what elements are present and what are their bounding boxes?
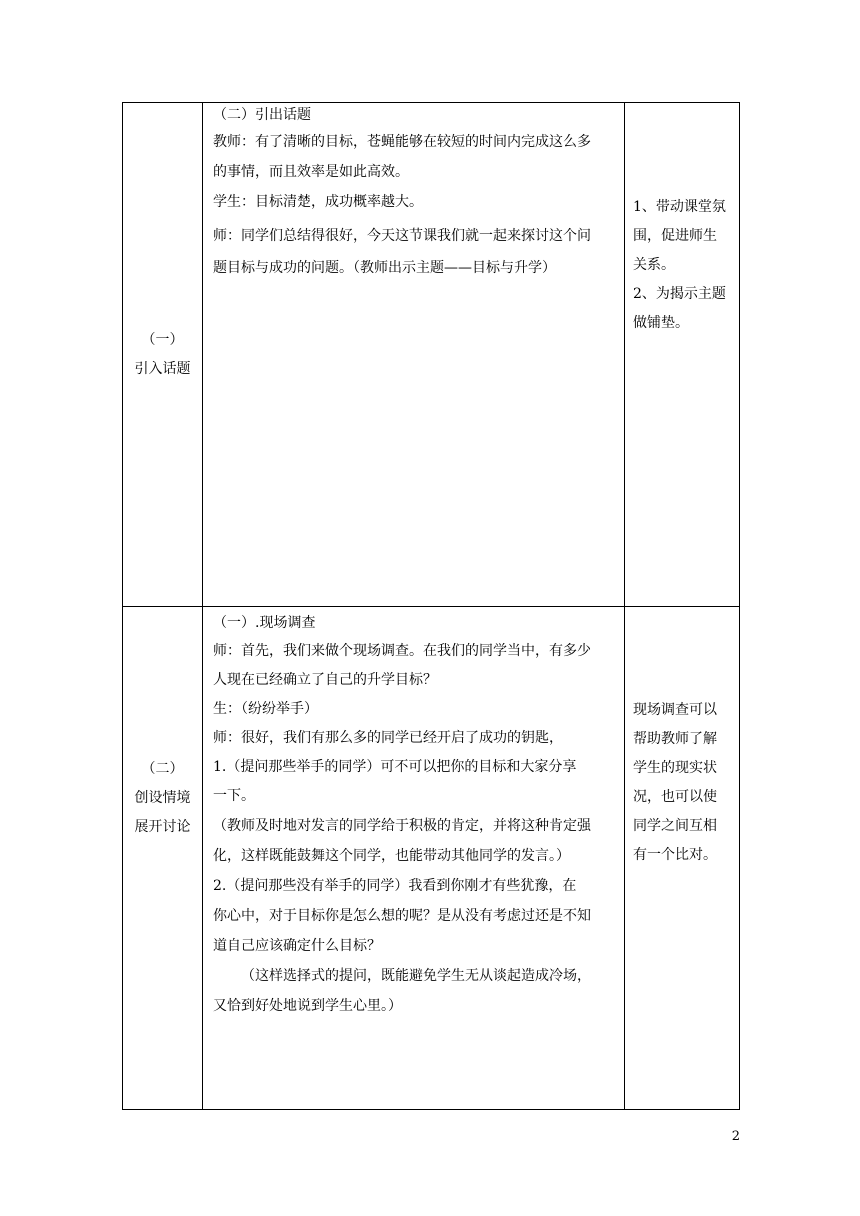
- section-heading: （一）.现场调查: [213, 615, 316, 631]
- text-line: 师：同学们总结得很好，今天这节课我们就一起来探讨这个问: [213, 228, 591, 244]
- text-line: 师：很好，我们有那么多的同学已经开启了成功的钥匙，: [213, 730, 563, 746]
- text-line: 道自己应该确定什么目标？: [213, 938, 381, 954]
- text-line: （教师及时地对发言的同学给于积极的肯定，并将这种肯定强: [213, 818, 591, 834]
- text-line: 你心中，对于目标你是怎么想的呢？是从没有考虑过还是不知: [213, 908, 591, 924]
- section-heading: （二）引出话题: [213, 107, 311, 123]
- stage-number: （二）: [141, 761, 184, 777]
- text-line: 的事情，而且效率是如此高效。: [213, 164, 409, 180]
- text-line: 化，这样既能鼓舞这个同学，也能带动其他同学的发言。）: [213, 848, 570, 864]
- content-cell: [203, 607, 625, 1110]
- text-line: 1.（提问那些举手的同学）可不可以把你的目标和大家分享: [213, 759, 577, 775]
- stage-title: 创设情境: [134, 790, 191, 806]
- text-line: 题目标与成功的问题。（教师出示主题——目标与升学）: [213, 260, 556, 276]
- stage-number: （一）: [141, 331, 184, 348]
- lesson-plan-table: [122, 102, 740, 1110]
- note-line: 同学之间互相: [633, 818, 717, 834]
- text-line: 人现在已经确立了自己的升学目标？: [213, 672, 437, 688]
- note-line: 围，促进师生: [633, 228, 717, 244]
- note-line: 2、为揭示主题: [633, 286, 726, 302]
- text-line: 学生：目标清楚，成功概率越大。: [213, 194, 423, 210]
- text-line: 师：首先，我们来做个现场调查。在我们的同学当中，有多少: [213, 643, 591, 659]
- content-cell: [203, 103, 625, 607]
- note-line: 有一个比对。: [633, 847, 717, 863]
- text-line: 2.（提问那些没有举手的同学）我看到你刚才有些犹豫，在: [213, 878, 577, 894]
- note-line: 学生的现实状: [633, 760, 717, 776]
- text-line: 一下。: [213, 788, 255, 804]
- text-line: 又恰到好处地说到学生心里。）: [213, 998, 402, 1014]
- text-line: （这样选择式的提问，既能避免学生无从谈起造成冷场，: [241, 968, 591, 984]
- note-line: 1、带动课堂氛: [633, 199, 726, 215]
- text-line: 教师：有了清晰的目标，苍蝇能够在较短的时间内完成这么多: [213, 134, 591, 150]
- stage-title: 展开讨论: [134, 819, 191, 835]
- stage-cell: [123, 607, 203, 1110]
- page-number: 2: [731, 1129, 740, 1144]
- note-line: 帮助教师了解: [633, 731, 717, 747]
- note-line: 况，也可以使: [633, 789, 717, 805]
- text-line: 生：（纷纷举手）: [213, 701, 318, 717]
- note-line: 做铺垫。: [633, 315, 689, 331]
- note-line: 关系。: [633, 257, 675, 273]
- table-row: [123, 103, 740, 607]
- table-row: [123, 607, 740, 1110]
- stage-cell: [123, 103, 203, 607]
- note-cell: [625, 607, 740, 1110]
- note-line: 现场调查可以: [633, 702, 717, 718]
- stage-title: 引入话题: [134, 360, 191, 377]
- note-cell: [625, 103, 740, 607]
